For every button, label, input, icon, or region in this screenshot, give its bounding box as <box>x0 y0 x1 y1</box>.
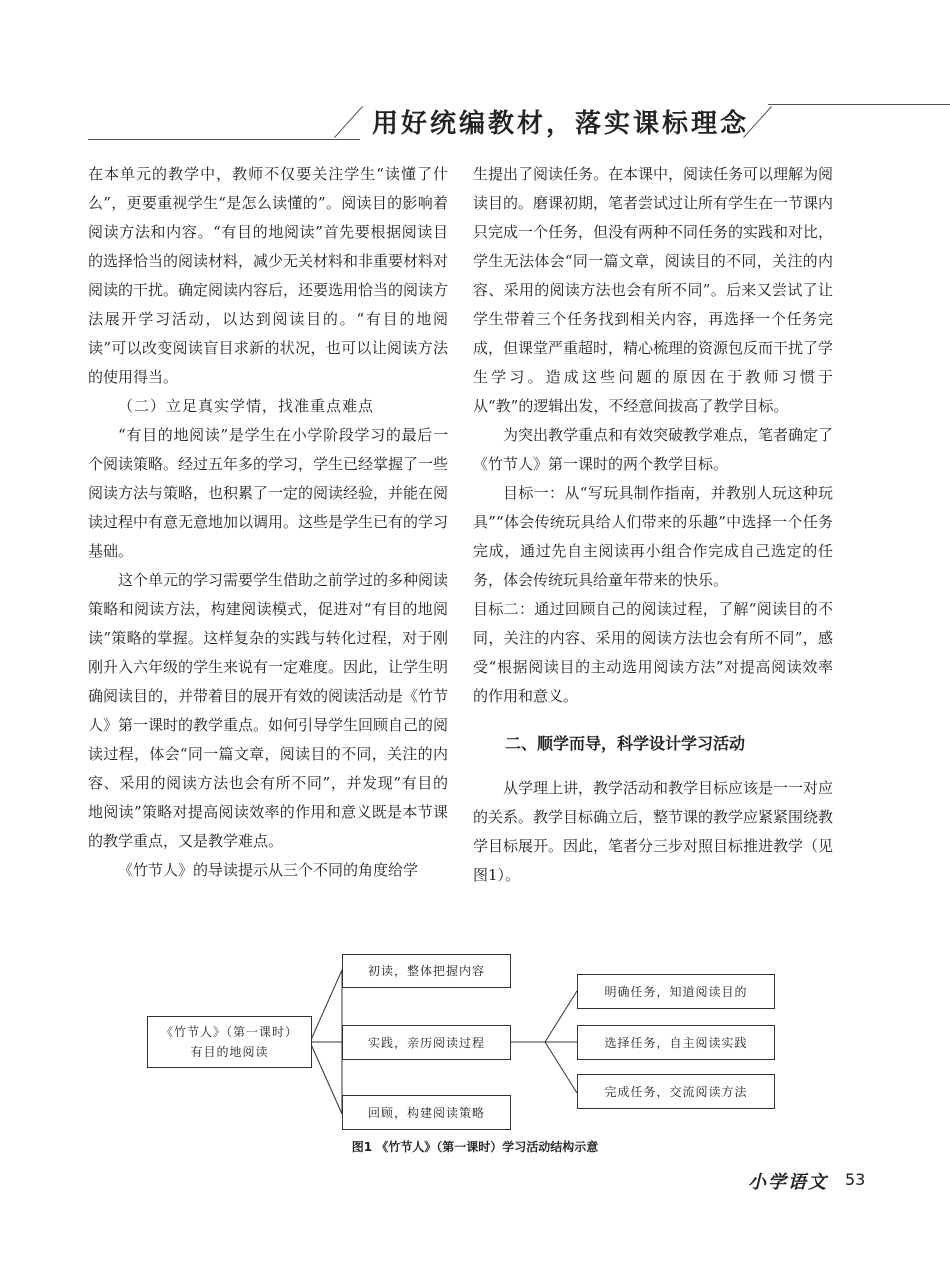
connector-line <box>310 1042 342 1114</box>
subsection-heading: （二）立足真实学情，找准重点难点 <box>118 397 375 415</box>
paragraph: 目标一：从“写玩具制作指南，并教别人玩这种玩具”“体会传统玩具给人们带来的乐趣”中选择一个任务完成，通过先自主阅读再小组合作完成自己选定的任务，体会传统玩具给童年带来的快乐。 <box>473 484 833 589</box>
diagram-step-box: 初读，整体把握内容 <box>342 954 511 988</box>
left-column <box>88 160 448 885</box>
diagram-root-line1: 《竹节人》（第一课时） <box>160 1025 298 1039</box>
diagram-root-box <box>147 1016 312 1068</box>
figure-caption: 图1 《竹节人》（第一课时）学习活动结构示意 <box>351 1140 599 1154</box>
paragraph: 生提出了阅读任务。在本课中，阅读任务可以理解为阅读目的。磨课初期，笔者尝试过让所有学生在一节课内只完成一个任务，但没有两种不同任务的实践和对比，学生无法体会“同一篇文章，阅读目的不同，关注的内容、采用的阅读方法也会有所不同”。后来又尝试了让学生带着三个任务找到相关内容，再选择一个任务完成，但课堂严重超时，精心梳理的资源包反而干扰了学生学习。造成这些问题的原因在于教师习惯于从“教”的逻辑出发，不经意间拔高了教学目标。 <box>473 165 834 415</box>
right-column <box>473 160 833 890</box>
paragraph: 为突出教学重点和有效突破教学难点，笔者确定了《竹节人》第一课时的两个教学目标。 <box>473 426 834 473</box>
journal-name: 小学语文 <box>748 1172 828 1193</box>
paragraph: 目标二：通过回顾自己的阅读过程，了解“阅读目的不同，关注的内容、采用的阅读方法也会有所不同”，感受“根据阅读目的主动选用阅读方法”对提高阅读效率的作用和意义。 <box>473 600 833 705</box>
page-number: 53 <box>845 1170 866 1189</box>
diagram-root-line2: 有目的地阅读 <box>190 1045 269 1059</box>
connector-line <box>310 970 342 1042</box>
section-heading: 二、顺学而导，科学设计学习活动 <box>505 734 746 753</box>
header-rule-left <box>88 139 360 140</box>
header-slash-left <box>334 106 363 138</box>
paragraph: 在本单元的教学中，教师不仅要关注学生“读懂了什么”，更要重视学生“是怎么读懂的”。阅读目的影响着阅读方法和内容。“有目的地阅读”首先要根据阅读目的选择恰当的阅读材料，减少无关材料和非重要材料对阅读的干扰。确定阅读内容后，还要选用恰当的阅读方法展开学习活动，以达到阅读目的。“有目的地阅读”可以改变阅读盲目求新的状况，也可以让阅读方法的使用得当。 <box>88 165 449 386</box>
connector-line <box>545 1042 577 1093</box>
header-rule-right <box>768 104 950 105</box>
diagram-task-box: 完成任务，交流阅读方法 <box>577 1074 775 1109</box>
diagram-task-box: 选择任务，自主阅读实践 <box>577 1025 775 1060</box>
diagram-step-box: 实践，亲历阅读过程 <box>342 1025 511 1060</box>
running-header-title: 用好统编教材，落实课标理念 <box>372 109 750 139</box>
activity-structure-diagram <box>0 948 950 1138</box>
paragraph: “有目的地阅读”是学生在小学阶段学习的最后一个阅读策略。经过五年多的学习，学生已经掌握了一些阅读方法与策略，也积累了一定的阅读经验，并能在阅读过程中有意无意地加以调用。这些是学生已有的学习基础。 <box>88 426 449 560</box>
diagram-task-box: 明确任务，知道阅读目的 <box>577 974 775 1009</box>
diagram-step-box: 回顾，构建阅读策略 <box>342 1095 511 1130</box>
connector-line <box>545 991 577 1042</box>
paragraph: 这个单元的学习需要学生借助之前学过的多种阅读策略和阅读方法，构建阅读模式，促进对“有目的地阅读”策略的掌握。这样复杂的实践与转化过程，对于刚刚升入六年级的学生来说有一定难度。因此，让学生明确阅读目的，并带着目的展开有效的阅读活动是《竹节人》第一课时的教学重点。如何引导学生回顾自己的阅读过程，体会“同一篇文章，阅读目的不同，关注的内容、采用的阅读方法也会有所不同”，并发现“有目的地阅读”策略对提高阅读效率的作用和意义既是本节课的教学重点，又是教学难点。 <box>88 571 449 850</box>
paragraph: 《竹节人》的导读提示从三个不同的角度给学 <box>118 861 419 879</box>
paragraph: 从学理上讲，教学活动和教学目标应该是一一对应的关系。教学目标确立后，整节课的教学应紧紧围绕教学目标展开。因此，笔者分三步对照目标推进教学（见图1）。 <box>473 779 834 884</box>
